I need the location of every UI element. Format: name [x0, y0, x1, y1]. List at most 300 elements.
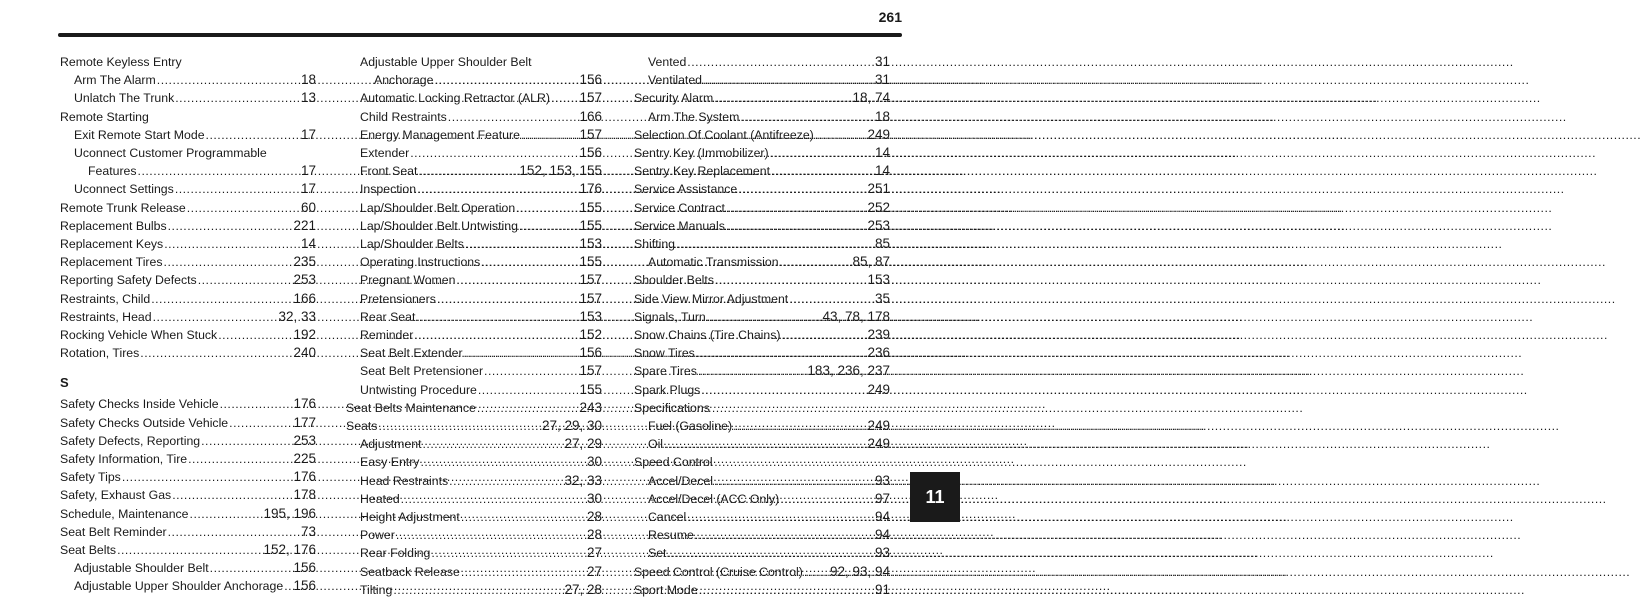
- index-term: Adjustment: [360, 437, 422, 452]
- index-term: Inspection: [360, 182, 417, 197]
- page-reference[interactable]: 153: [579, 236, 602, 252]
- index-entry[interactable]: [346, 381, 602, 399]
- page-reference[interactable]: 253: [867, 217, 890, 233]
- dot-leader: [190, 505, 263, 523]
- index-term: Service Manuals: [634, 218, 725, 233]
- dot-leader: [521, 126, 579, 144]
- index-entry[interactable]: [634, 126, 890, 144]
- page-reference[interactable]: 97: [874, 490, 890, 506]
- dot-leader: [175, 89, 300, 107]
- index-entry[interactable]: [346, 326, 602, 344]
- index-term: Fuel (Gasoline): [648, 419, 733, 434]
- page-reference[interactable]: 14: [874, 145, 890, 161]
- page-reference[interactable]: 153: [867, 272, 890, 288]
- index-entry[interactable]: [634, 417, 890, 435]
- index-term: Specifications: [634, 400, 710, 415]
- index-entry[interactable]: [60, 89, 316, 107]
- index-term: Unlatch The Trunk: [74, 91, 175, 106]
- index-entry[interactable]: [60, 559, 316, 577]
- index-entry[interactable]: [346, 308, 602, 326]
- dot-leader: [140, 344, 292, 362]
- index-term: Schedule, Maintenance: [60, 506, 189, 521]
- index-entry[interactable]: [346, 526, 602, 544]
- index-term: Seats: [346, 419, 378, 434]
- index-entry[interactable]: [346, 180, 602, 198]
- page-reference[interactable]: 240: [293, 345, 316, 361]
- page-reference[interactable]: 177: [293, 414, 316, 430]
- page-reference[interactable]: 166: [579, 108, 602, 124]
- index-term: Rotation, Tires: [60, 346, 140, 361]
- index-entry[interactable]: [60, 468, 316, 486]
- dot-leader: [780, 253, 852, 271]
- dot-leader: [151, 290, 292, 308]
- page-reference[interactable]: 156: [579, 345, 602, 361]
- index-entry[interactable]: [60, 71, 316, 89]
- index-term: Rear Seat: [360, 309, 416, 324]
- section-tab[interactable]: 11: [910, 472, 960, 522]
- index-entry[interactable]: [634, 89, 890, 107]
- page-reference[interactable]: 17: [300, 181, 316, 197]
- dot-leader: [188, 450, 292, 468]
- dot-leader: [423, 435, 564, 453]
- dot-leader: [210, 559, 293, 577]
- dot-leader: [519, 217, 579, 235]
- index-term: Speed Control (Cruise Control): [634, 564, 803, 579]
- index-entry[interactable]: [346, 435, 602, 453]
- index-term: Signals, Turn: [634, 309, 706, 324]
- index-entry[interactable]: [346, 162, 602, 180]
- page-reference[interactable]: 85: [874, 236, 890, 252]
- page-reference[interactable]: 93: [874, 472, 890, 488]
- page-reference[interactable]: 93: [874, 545, 890, 561]
- index-entry: [60, 53, 316, 71]
- index-entry[interactable]: [634, 544, 890, 562]
- index-entry[interactable]: [60, 253, 316, 271]
- index-entry[interactable]: [634, 435, 890, 453]
- index-term: Sentry Key Replacement: [634, 164, 771, 179]
- page-reference[interactable]: 249: [867, 418, 890, 434]
- index-entry: [634, 399, 890, 417]
- index-entry[interactable]: [634, 53, 890, 71]
- index-entry[interactable]: [634, 180, 890, 198]
- index-entry[interactable]: [346, 217, 602, 235]
- index-entry[interactable]: [60, 180, 316, 198]
- index-entry[interactable]: [346, 399, 602, 417]
- index-term: Speed Control: [634, 455, 713, 470]
- index-entry[interactable]: [346, 544, 602, 562]
- index-term: Arm The System: [648, 109, 740, 124]
- page-reference[interactable]: 249: [867, 381, 890, 397]
- index-entry[interactable]: [346, 508, 602, 526]
- page-reference[interactable]: 28: [586, 527, 602, 543]
- dot-leader: [164, 253, 293, 271]
- dot-leader: [770, 144, 874, 162]
- page-reference[interactable]: 195, 196: [263, 505, 316, 521]
- page-reference[interactable]: 31: [874, 54, 890, 69]
- dot-leader: [461, 508, 586, 526]
- dot-leader: [804, 563, 829, 581]
- index-entry[interactable]: [60, 290, 316, 308]
- dot-leader: [664, 435, 866, 453]
- dot-leader: [418, 162, 518, 180]
- index-entry[interactable]: [346, 581, 602, 599]
- index-entry[interactable]: [346, 290, 602, 308]
- dot-leader: [461, 563, 586, 581]
- page-reference[interactable]: 236: [867, 345, 890, 361]
- page-reference[interactable]: 28: [586, 509, 602, 525]
- page-reference[interactable]: 166: [293, 290, 316, 306]
- index-entry[interactable]: [60, 308, 316, 326]
- page-reference[interactable]: 43, 78, 178: [822, 308, 890, 324]
- index-term: Security Alarm: [634, 91, 714, 106]
- index-term: Shoulder Belts: [634, 273, 714, 288]
- index-term: Sport Mode: [634, 582, 698, 597]
- page-reference[interactable]: 27, 28: [564, 581, 602, 597]
- page-reference[interactable]: 176: [293, 396, 316, 412]
- page-reference[interactable]: 249: [867, 436, 890, 452]
- index-term: Anchorage: [374, 73, 434, 88]
- index-entry[interactable]: [60, 577, 316, 595]
- index-term: Seatback Release: [360, 564, 460, 579]
- page-reference[interactable]: 235: [293, 254, 316, 270]
- dot-leader: [699, 581, 874, 599]
- page-reference[interactable]: 156: [579, 145, 602, 161]
- page-reference[interactable]: 73: [300, 523, 316, 539]
- index-entry[interactable]: [346, 199, 602, 217]
- index-entry[interactable]: [60, 126, 316, 144]
- index-term: Uconnect Customer Programmable: [74, 146, 267, 161]
- index-term: Power: [360, 528, 395, 543]
- page-reference[interactable]: 239: [867, 327, 890, 343]
- page-reference[interactable]: 176: [579, 181, 602, 197]
- page-reference[interactable]: 156: [579, 72, 602, 88]
- index-entry[interactable]: [634, 362, 890, 380]
- index-term: Head Restraints: [360, 473, 449, 488]
- index-term: Height Adjustment: [360, 510, 460, 525]
- page-reference[interactable]: 155: [579, 381, 602, 397]
- index-entry[interactable]: [346, 563, 602, 581]
- index-entry[interactable]: [346, 362, 602, 380]
- index-entry[interactable]: [60, 162, 316, 180]
- index-term: Replacement Tires: [60, 255, 163, 270]
- page-reference[interactable]: 91: [874, 581, 890, 597]
- page-reference[interactable]: 18: [874, 108, 890, 124]
- index-entry[interactable]: [60, 271, 316, 289]
- dot-leader: [201, 432, 292, 450]
- page-reference[interactable]: 13: [300, 90, 316, 106]
- index-term: Remote Trunk Release: [60, 200, 186, 215]
- dot-leader: [726, 217, 867, 235]
- page-reference[interactable]: 225: [293, 451, 316, 467]
- index-entry[interactable]: [346, 417, 602, 435]
- page-reference[interactable]: 156: [293, 560, 316, 576]
- index-entry[interactable]: [346, 144, 602, 162]
- index-term: Exit Remote Start Mode: [74, 127, 205, 142]
- index-term: Vented: [648, 55, 687, 69]
- index-entry[interactable]: [634, 108, 890, 126]
- page-reference[interactable]: 27, 29, 30: [541, 418, 602, 434]
- index-entry[interactable]: [346, 253, 602, 271]
- page-reference[interactable]: 192: [293, 327, 316, 343]
- index-entry: [634, 453, 890, 471]
- dot-leader: [696, 344, 867, 362]
- index-term: Side View Mirror Adjustment: [634, 291, 789, 306]
- dot-leader: [396, 526, 586, 544]
- dot-leader: [687, 508, 874, 526]
- page-reference[interactable]: 243: [579, 399, 602, 415]
- index-entry[interactable]: [634, 344, 890, 362]
- page-reference[interactable]: 153: [579, 308, 602, 324]
- page-reference[interactable]: 157: [579, 90, 602, 106]
- index-term: Adjustable Upper Shoulder Anchorage: [74, 579, 284, 594]
- index-term: Replacement Bulbs: [60, 218, 167, 233]
- index-term: Lap/Shoulder Belt Untwisting: [360, 218, 518, 233]
- page-reference[interactable]: 94: [874, 509, 890, 525]
- page-reference[interactable]: 252: [867, 199, 890, 215]
- index-entry[interactable]: [634, 71, 890, 89]
- dot-leader: [733, 417, 866, 435]
- page-reference[interactable]: 155: [579, 199, 602, 215]
- dot-leader: [393, 581, 563, 599]
- index-entry[interactable]: [346, 235, 602, 253]
- dot-leader: [206, 126, 300, 144]
- page-reference[interactable]: 157: [579, 363, 602, 379]
- dot-leader: [417, 180, 578, 198]
- page-reference[interactable]: 31: [874, 72, 890, 88]
- index-term: Seat Belt Extender: [360, 346, 463, 361]
- dot-leader: [780, 490, 874, 508]
- page-reference[interactable]: 152, 176: [263, 542, 316, 558]
- page-reference[interactable]: 32, 33: [278, 308, 316, 324]
- page-reference[interactable]: 157: [579, 272, 602, 288]
- index-term: Shifting: [634, 237, 676, 252]
- page-number: 261: [878, 9, 902, 25]
- dot-leader: [456, 271, 578, 289]
- page-reference[interactable]: 253: [293, 272, 316, 288]
- page-reference[interactable]: 157: [579, 290, 602, 306]
- index-entry[interactable]: [634, 199, 890, 217]
- index-entry[interactable]: [346, 271, 602, 289]
- dot-leader: [284, 577, 292, 595]
- index-entry[interactable]: [346, 453, 602, 471]
- dot-leader: [687, 53, 874, 71]
- index-entry[interactable]: [60, 395, 316, 413]
- index-column-1: [60, 53, 316, 596]
- index-term: Restraints, Head: [60, 309, 152, 324]
- dot-leader: [516, 199, 578, 217]
- page-reference[interactable]: 18, 74: [852, 90, 890, 106]
- page-reference[interactable]: 253: [293, 432, 316, 448]
- index-entry[interactable]: [634, 308, 890, 326]
- page-reference[interactable]: 251: [867, 181, 890, 197]
- index-entry[interactable]: [634, 508, 890, 526]
- page-reference[interactable]: 155: [579, 254, 602, 270]
- index-term: Features: [88, 164, 137, 179]
- index-term: Oil: [648, 437, 664, 452]
- index-term: Spark Plugs: [634, 382, 701, 397]
- index-term: Operating Instructions: [360, 255, 481, 270]
- index-entry[interactable]: [60, 199, 316, 217]
- index-entry[interactable]: [60, 523, 316, 541]
- index-term: Automatic Transmission: [648, 255, 779, 270]
- index-term: Rear Folding: [360, 546, 431, 561]
- index-term: Safety Checks Inside Vehicle: [60, 397, 219, 412]
- page-reference[interactable]: 17: [300, 163, 316, 179]
- index-term: Reporting Safety Defects: [60, 273, 197, 288]
- page-reference[interactable]: 249: [867, 126, 890, 142]
- dot-leader: [420, 453, 586, 471]
- page-reference[interactable]: 32, 33: [564, 472, 602, 488]
- dot-leader: [714, 472, 874, 490]
- index-entry[interactable]: [346, 108, 602, 126]
- index-term: Rocking Vehicle When Stuck: [60, 328, 218, 343]
- dot-leader: [117, 541, 262, 559]
- page-reference[interactable]: 27, 29: [564, 436, 602, 452]
- page-reference[interactable]: 35: [874, 290, 890, 306]
- index-term: Tilting: [360, 582, 393, 597]
- dot-leader: [449, 472, 563, 490]
- dot-leader: [187, 199, 300, 217]
- index-entry[interactable]: [60, 486, 316, 504]
- dot-leader: [698, 362, 807, 380]
- page-reference[interactable]: 14: [874, 163, 890, 179]
- page-reference[interactable]: 178: [293, 487, 316, 503]
- page-reference[interactable]: 30: [586, 454, 602, 470]
- index-entry[interactable]: [634, 253, 890, 271]
- index-entry[interactable]: [60, 235, 316, 253]
- index-entry[interactable]: [346, 126, 602, 144]
- index-entry[interactable]: [634, 162, 890, 180]
- dot-leader: [168, 523, 300, 541]
- index-entry[interactable]: [634, 271, 890, 289]
- dot-leader: [416, 308, 578, 326]
- index-term: Seat Belts: [60, 543, 117, 558]
- dot-leader: [172, 486, 292, 504]
- index-entry[interactable]: [346, 89, 602, 107]
- index-entry[interactable]: [60, 541, 316, 559]
- dot-leader: [771, 162, 874, 180]
- dot-leader: [168, 217, 293, 235]
- index-entry[interactable]: [60, 450, 316, 468]
- index-term: Arm The Alarm: [74, 73, 156, 88]
- dot-leader: [218, 326, 292, 344]
- index-column-3: [634, 53, 890, 599]
- dot-leader: [738, 180, 866, 198]
- index-entry[interactable]: [634, 326, 890, 344]
- index-term: Reminder: [360, 328, 414, 343]
- index-entry[interactable]: [634, 581, 890, 599]
- index-entry[interactable]: [60, 414, 316, 432]
- index-term: Child Restraints: [360, 109, 447, 124]
- dot-leader: [434, 71, 578, 89]
- dot-leader: [157, 71, 300, 89]
- page-reference[interactable]: 92, 93, 94: [829, 563, 890, 579]
- index-entry[interactable]: [346, 71, 602, 89]
- index-term: Safety Information, Tire: [60, 452, 188, 467]
- dot-leader: [676, 235, 874, 253]
- index-term: Sentry Key (Immobilizer): [634, 146, 769, 161]
- index-entry[interactable]: [346, 344, 602, 362]
- dot-leader: [714, 89, 851, 107]
- index-term: Seat Belt Reminder: [60, 524, 167, 539]
- page-reference[interactable]: 176: [293, 469, 316, 485]
- page-reference[interactable]: 14: [300, 236, 316, 252]
- section-letter-heading: S: [60, 375, 69, 391]
- index-entry[interactable]: [634, 381, 890, 399]
- dot-leader: [220, 395, 293, 413]
- index-term: Extender: [360, 146, 410, 161]
- dot-leader: [715, 271, 866, 289]
- index-entry[interactable]: [60, 217, 316, 235]
- index-term: Safety Defects, Reporting: [60, 433, 201, 448]
- page-reference[interactable]: 183, 236, 237: [807, 363, 890, 379]
- dot-leader: [667, 544, 874, 562]
- page-reference[interactable]: 30: [586, 490, 602, 506]
- index-term: Seat Belts Maintenance: [346, 400, 476, 415]
- index-term: Accel/Decel (ACC Only): [648, 491, 780, 506]
- index-entry[interactable]: [60, 505, 316, 523]
- index-entry[interactable]: [60, 326, 316, 344]
- page-reference[interactable]: 155: [579, 217, 602, 233]
- index-entry[interactable]: [634, 490, 890, 508]
- index-term: Automatic Locking Retractor (ALR): [360, 91, 550, 106]
- dot-leader: [478, 381, 579, 399]
- page-reference[interactable]: 157: [579, 126, 602, 142]
- page-reference[interactable]: 152: [579, 327, 602, 343]
- page-reference[interactable]: 85, 87: [852, 254, 890, 270]
- index-term: Replacement Keys: [60, 237, 164, 252]
- index-term: Adjustable Shoulder Belt: [74, 561, 209, 576]
- page-reference[interactable]: 18: [300, 72, 316, 88]
- index-term: Front Seat: [360, 164, 418, 179]
- index-entry[interactable]: [634, 144, 890, 162]
- index-term: Snow Tires: [634, 346, 695, 361]
- dot-leader: [431, 544, 586, 562]
- index-entry[interactable]: [60, 432, 316, 450]
- index-term: Heated: [360, 491, 400, 506]
- page-reference[interactable]: 156: [293, 578, 316, 594]
- dot-leader: [229, 414, 292, 432]
- index-entry[interactable]: [346, 472, 602, 490]
- index-entry[interactable]: [634, 563, 890, 581]
- dot-leader: [138, 162, 300, 180]
- index-entry[interactable]: [634, 217, 890, 235]
- index-entry[interactable]: [634, 472, 890, 490]
- index-term: Cancel: [648, 510, 687, 525]
- page-reference[interactable]: 27: [586, 563, 602, 579]
- page-reference[interactable]: 94: [874, 527, 890, 543]
- index-term: Easy Entry: [360, 455, 420, 470]
- index-entry[interactable]: [634, 526, 890, 544]
- index-column-2: [346, 53, 602, 599]
- dot-leader: [448, 108, 579, 126]
- index-entry[interactable]: [60, 344, 316, 362]
- dot-leader: [477, 399, 579, 417]
- index-entry[interactable]: [634, 290, 890, 308]
- page-reference[interactable]: 152, 153, 155: [519, 163, 602, 179]
- index-entry[interactable]: [346, 490, 602, 508]
- dot-leader: [175, 180, 300, 198]
- index-term: Selection Of Coolant (Antifreeze): [634, 127, 814, 142]
- page-reference[interactable]: 221: [293, 217, 316, 233]
- index-entry[interactable]: [634, 235, 890, 253]
- page-reference[interactable]: 60: [300, 199, 316, 215]
- page-reference[interactable]: 27: [586, 545, 602, 561]
- page-reference[interactable]: 17: [300, 126, 316, 142]
- dot-leader: [464, 344, 579, 362]
- index-term: Uconnect Settings: [74, 182, 174, 197]
- index-term: Safety Tips: [60, 470, 121, 485]
